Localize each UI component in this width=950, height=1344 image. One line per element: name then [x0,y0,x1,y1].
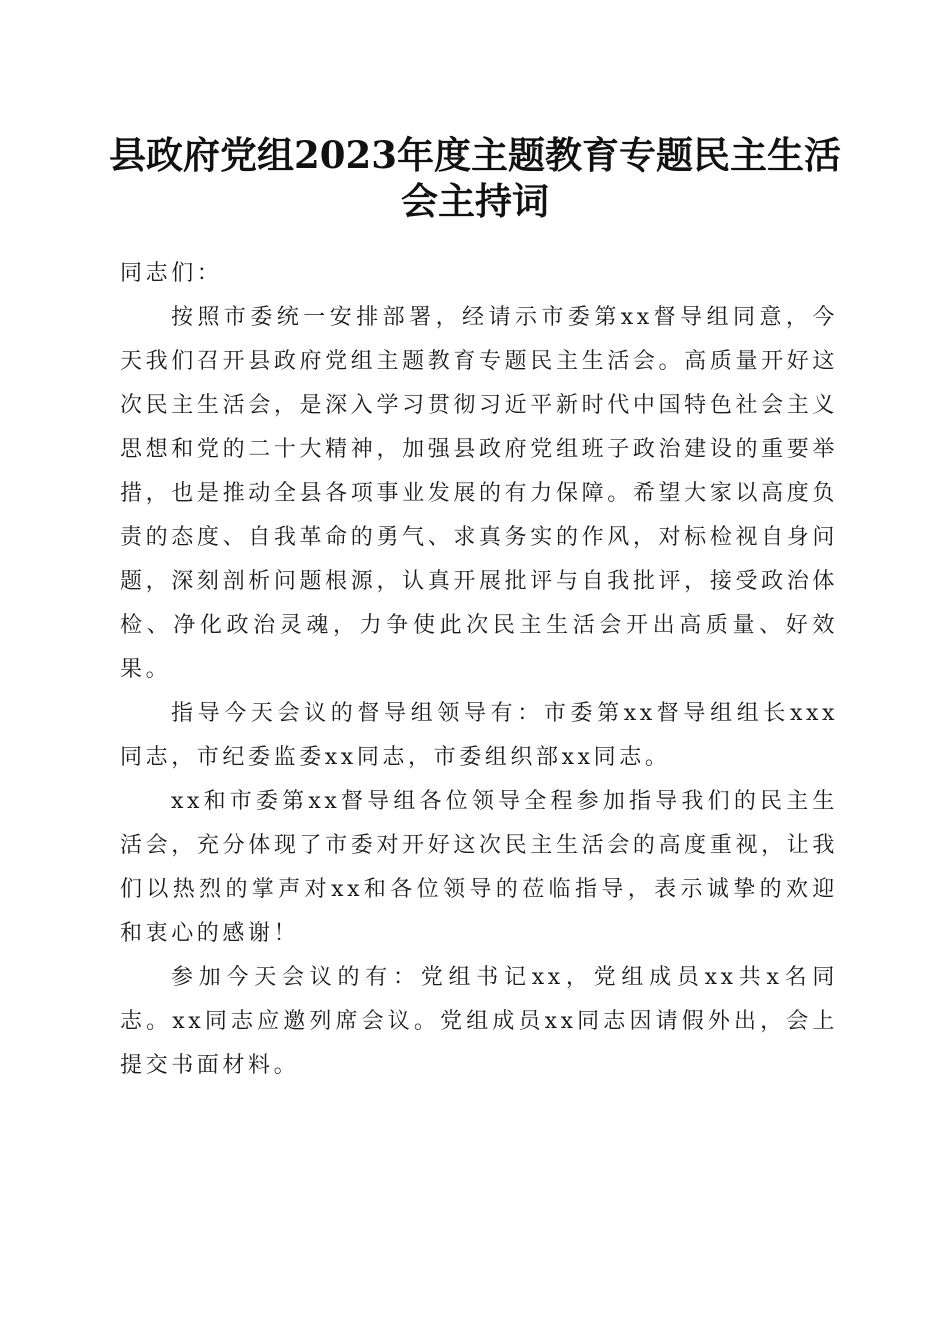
title-line-1: 县政府党组2023年度主题教育专题民主生活 [109,133,841,177]
paragraph-welcome: xx和市委第xx督导组各位领导全程参加指导我们的民主生活会，充分体现了市委对开好这次民主生活会的高度重视，让我们以热烈的掌声对xx和各位领导的莅临指导，表示诚挚的欢迎和衷心的感谢！ [120,789,838,946]
document-body [120,252,838,1088]
paragraph-supervisors: 指导今天会议的督导组领导有：市委第xx督导组组长xxx同志，市纪委监委xx同志，市委组织部xx同志。 [120,701,838,770]
title-line-2: 会主持词 [401,179,549,223]
salutation: 同志们： [120,261,223,286]
paragraph-opening: 按照市委统一安排部署，经请示市委第xx督导组同意，今天我们召开县政府党组主题教育专题民主生活会。高质量开好这次民主生活会，是深入学习贯彻习近平新时代中国特色社会主义思想和党的二十大精神，加强县政府党组班子政治建设的重要举措，也是推动全县各项事业发展的有力保障。希望大家以高度负责的态度、自我革命的勇气、求真务实的作风，对标检视自身问题，深刻剖析问题根源，认真开展批评与自我批评，接受政治体检、净化政治灵魂，力争使此次民主生活会开出高质量、好效果。 [120,305,838,682]
paragraph-attendees: 参加今天会议的有：党组书记xx，党组成员xx共x名同志。xx同志应邀列席会议。党组成员xx同志因请假外出，会上提交书面材料。 [120,965,838,1078]
document-title [100,132,850,224]
